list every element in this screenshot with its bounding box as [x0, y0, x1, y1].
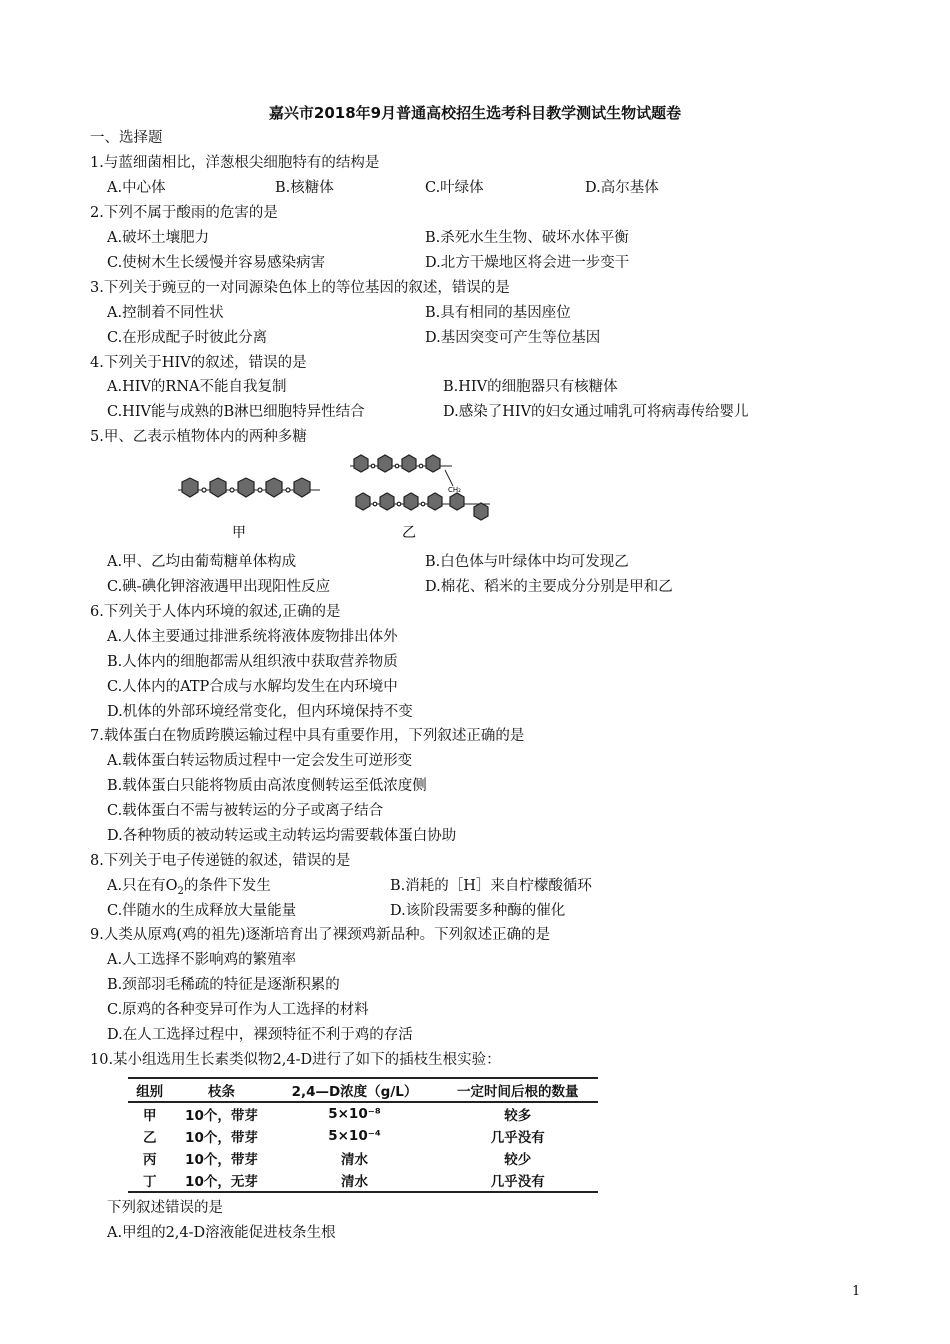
question-1-option-b: B.核糖体 [275, 180, 334, 196]
question-9-option-c: C.原鸡的各种变异可作为人工选择的材料 [107, 1002, 369, 1018]
question-3-option-d: D.基因突变可产生等位基因 [425, 330, 601, 346]
question-5-option-c: C.碘-碘化钾溶液遇甲出现阳性反应 [107, 579, 331, 595]
question-6-option-b: B.人体内的细胞都需从组织液中获取营养物质 [107, 654, 398, 670]
question-8-option-d: D.该阶段需要多种酶的催化 [390, 903, 566, 919]
header-root-count: 一定时间后根的数量 [456, 1084, 579, 1100]
table-row [128, 1147, 598, 1169]
question-4-option-a: A.HIV的RNA不能自我复制 [107, 379, 287, 395]
table-cell: 5×10⁻⁸ [328, 1106, 381, 1122]
table-cell: 较多 [504, 1108, 532, 1124]
table-cell: 10个，无芽 [185, 1174, 258, 1190]
question-7-option-c: C.载体蛋白不需与被转运的分子或离子结合 [107, 803, 384, 819]
ch2-label: CH₂ [448, 486, 461, 494]
question-7-option-d: D.各种物质的被动转运或主动转运均需要载体蛋白协助 [107, 828, 457, 844]
question-10-option-a: A.甲组的2,4-D溶液能促进枝条生根 [107, 1225, 336, 1241]
question-5-option-a: A.甲、乙均由葡萄糖单体构成 [107, 554, 297, 570]
page-title: 嘉兴市2018年9月普通高校招生选考科目教学测试生物试题卷 [268, 104, 682, 122]
table-cell: 丁 [142, 1174, 157, 1190]
question-1-stem: 1.与蓝细菌相比，洋葱根尖细胞特有的结构是 [90, 155, 380, 171]
polysaccharide-jia-chain [178, 478, 320, 497]
table-cell: 清水 [340, 1152, 368, 1168]
section-heading: 一、选择题 [90, 130, 163, 146]
header-cutting: 枝条 [207, 1084, 235, 1100]
option-a-text: A.只在有O [107, 878, 178, 894]
table-cell: 几乎没有 [490, 1174, 545, 1190]
question-9-option-a: A.人工选择不影响鸡的繁殖率 [107, 952, 297, 968]
question-2-option-c: C.使树木生长缓慢并容易感染病害 [107, 255, 326, 271]
table-row [128, 1102, 598, 1125]
polysaccharide-diagram [170, 452, 500, 548]
question-6-option-a: A.人体主要通过排泄系统将液体废物排出体外 [107, 629, 398, 645]
question-5-option-b: B.白色体与叶绿体中均可发现乙 [425, 554, 629, 570]
experiment-table-wrap [128, 1077, 598, 1191]
question-4-option-c: C.HIV能与成熟的B淋巴细胞特异性结合 [107, 404, 365, 420]
oxygen-subscript: 2 [177, 885, 184, 897]
question-6-stem: 6.下列关于人体内环境的叙述,正确的是 [90, 604, 341, 620]
question-5-option-d: D.棉花、稻米的主要成分分别是甲和乙 [425, 579, 673, 595]
table-cell: 5×10⁻⁴ [328, 1128, 381, 1144]
question-9-option-d: D.在人工选择过程中，裸颈特征不利于鸡的存活 [107, 1027, 413, 1043]
question-2-option-a: A.破坏土壤肥力 [107, 230, 210, 246]
experiment-table [128, 1077, 598, 1193]
label-yi: 乙 [402, 525, 416, 541]
table-cell: 清水 [340, 1174, 368, 1190]
question-3-option-a: A.控制着不同性状 [107, 305, 224, 321]
question-3-option-c: C.在形成配子时彼此分离 [107, 330, 268, 346]
header-group: 组别 [136, 1084, 164, 1100]
page-number: 1 [852, 1284, 861, 1299]
table-cell: 乙 [142, 1130, 157, 1146]
question-1-option-c: C.叶绿体 [425, 180, 484, 196]
question-1-option-d: D.高尔基体 [585, 180, 659, 196]
question-9-option-b: B.颈部羽毛稀疏的特征是逐渐积累的 [107, 977, 340, 993]
label-jia: 甲 [232, 525, 246, 541]
table-cell: 10个，带芽 [185, 1130, 258, 1146]
table-cell: 甲 [142, 1108, 157, 1124]
table-cell: 丙 [142, 1152, 157, 1168]
question-4-option-d: D.感染了HIV的妇女通过哺乳可将病毒传给婴儿 [443, 404, 749, 420]
polysaccharide-yi-chain [350, 455, 490, 520]
question-10-stem: 10.某小组选用生长素类似物2,4-D进行了如下的插枝生根实验： [90, 1052, 501, 1068]
table-cell: 较少 [504, 1152, 532, 1168]
question-10-prompt: 下列叙述错误的是 [107, 1200, 223, 1216]
question-6-option-c: C.人体内的ATP合成与水解均发生在内环境中 [107, 679, 398, 695]
header-concentration: 2,4—D浓度（g/L） [291, 1084, 418, 1100]
table-cell: 几乎没有 [490, 1130, 545, 1146]
question-8-option-a [107, 876, 271, 902]
question-2-option-b: B.杀死水生生物、破坏水体平衡 [425, 230, 629, 246]
question-2-stem: 2.下列不属于酸雨的危害的是 [90, 205, 278, 221]
table-cell: 10个，带芽 [185, 1152, 258, 1168]
question-6-option-d: D.机体的外部环境经常变化，但内环境保持不变 [107, 704, 413, 720]
question-8-option-b: B.消耗的［H］来自柠檬酸循环 [390, 878, 592, 894]
table-row [128, 1125, 598, 1147]
question-4-stem: 4.下列关于HIV的叙述，错误的是 [90, 355, 307, 371]
question-8-option-c: C.伴随水的生成释放大量能量 [107, 903, 297, 919]
table-cell: 10个，带芽 [185, 1108, 258, 1124]
question-8-stem: 8.下列关于电子传递链的叙述，错误的是 [90, 853, 351, 869]
question-3-stem: 3.下列关于豌豆的一对同源染色体上的等位基因的叙述，错误的是 [90, 280, 510, 296]
table-row [128, 1169, 598, 1192]
table-header-row [128, 1078, 598, 1102]
question-7-option-b: B.载体蛋白只能将物质由高浓度侧转运至低浓度侧 [107, 778, 427, 794]
question-1-option-a: A.中心体 [107, 180, 166, 196]
option-a-text-end: 的条件下发生 [183, 878, 271, 894]
question-7-stem: 7.载体蛋白在物质跨膜运输过程中具有重要作用，下列叙述正确的是 [90, 728, 525, 744]
question-5-stem: 5.甲、乙表示植物体内的两种多糖 [90, 429, 307, 445]
question-2-option-d: D.北方干燥地区将会进一步变干 [425, 255, 630, 271]
question-4-option-b: B.HIV的细胞器只有核糖体 [443, 379, 618, 395]
question-9-stem: 9.人类从原鸡(鸡的祖先)逐渐培育出了裸颈鸡新品种。下列叙述正确的是 [90, 927, 551, 943]
question-3-option-b: B.具有相同的基因座位 [425, 305, 571, 321]
question-7-option-a: A.载体蛋白转运物质过程中一定会发生可逆形变 [107, 753, 413, 769]
